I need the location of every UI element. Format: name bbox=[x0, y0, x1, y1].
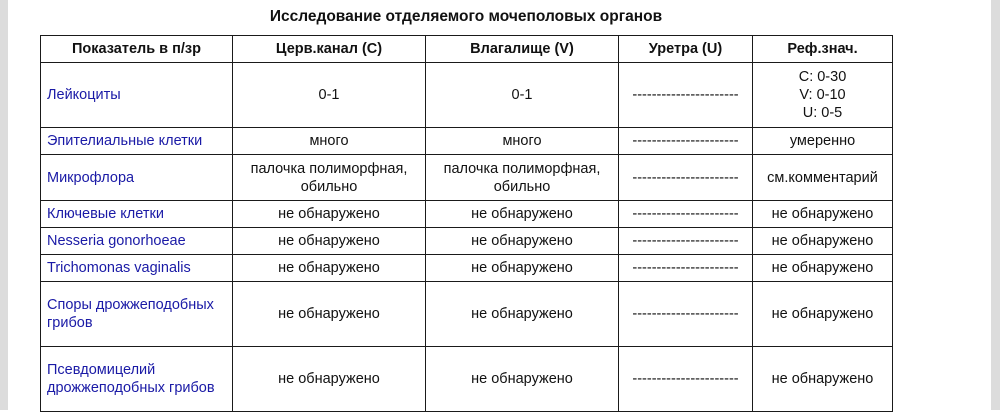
cell-vagina: не обнаружено bbox=[426, 228, 619, 255]
cell-cervical: не обнаружено bbox=[233, 282, 426, 347]
cell-vagina: не обнаружено bbox=[426, 347, 619, 412]
table-row bbox=[41, 282, 893, 347]
table-row bbox=[41, 128, 893, 155]
table-row bbox=[41, 63, 893, 128]
row-label: Эпителиальные клетки bbox=[41, 128, 233, 155]
cell-cervical: не обнаружено bbox=[233, 255, 426, 282]
table-row bbox=[41, 347, 893, 412]
table-row bbox=[41, 155, 893, 201]
table-row bbox=[41, 201, 893, 228]
cell-vagina: не обнаружено bbox=[426, 255, 619, 282]
header-vagina: Влагалище (V) bbox=[426, 36, 619, 63]
row-label: Лейкоциты bbox=[41, 63, 233, 128]
cell-cervical: не обнаружено bbox=[233, 228, 426, 255]
page-edge-right bbox=[991, 0, 1000, 410]
row-label: Псевдомицелий дрожжеподобных грибов bbox=[41, 347, 233, 412]
cell-urethra: ---------------------- bbox=[619, 255, 753, 282]
cell-cervical: не обнаружено bbox=[233, 201, 426, 228]
cell-reference: не обнаружено bbox=[753, 255, 893, 282]
row-label: Споры дрожжеподобных грибов bbox=[41, 282, 233, 347]
row-label: Микрофлора bbox=[41, 155, 233, 201]
row-label: Nesseria gonorhoeae bbox=[41, 228, 233, 255]
header-reference: Реф.знач. bbox=[753, 36, 893, 63]
cell-reference: не обнаружено bbox=[753, 228, 893, 255]
cell-reference: не обнаружено bbox=[753, 347, 893, 412]
cell-reference bbox=[753, 63, 893, 128]
page-edge-left bbox=[0, 0, 8, 410]
cell-reference: см.комментарий bbox=[753, 155, 893, 201]
reference-line: U: 0-5 bbox=[802, 105, 843, 121]
cell-urethra: ---------------------- bbox=[619, 282, 753, 347]
reference-line: C: 0-30 bbox=[798, 69, 847, 85]
cell-vagina: 0-1 bbox=[426, 63, 619, 128]
reference-line: V: 0-10 bbox=[799, 87, 846, 103]
results-table bbox=[40, 35, 893, 412]
cell-reference: не обнаружено bbox=[753, 201, 893, 228]
table-row bbox=[41, 255, 893, 282]
cell-urethra: ---------------------- bbox=[619, 201, 753, 228]
document-title: Исследование отделяемого мочеполовых органов bbox=[269, 8, 663, 25]
row-label: Trichomonas vaginalis bbox=[41, 255, 233, 282]
cell-urethra: ---------------------- bbox=[619, 63, 753, 128]
cell-cervical: 0-1 bbox=[233, 63, 426, 128]
cell-vagina: палочка полиморфная, обильно bbox=[426, 155, 619, 201]
table-row bbox=[41, 228, 893, 255]
header-urethra: Уретра (U) bbox=[619, 36, 753, 63]
table-header-row bbox=[41, 36, 893, 63]
cell-vagina: много bbox=[426, 128, 619, 155]
cell-reference: не обнаружено bbox=[753, 282, 893, 347]
cell-vagina: не обнаружено bbox=[426, 201, 619, 228]
header-cervical-canal: Церв.канал (С) bbox=[233, 36, 426, 63]
cell-urethra: ---------------------- bbox=[619, 347, 753, 412]
cell-urethra: ---------------------- bbox=[619, 155, 753, 201]
header-indicator: Показатель в п/зр bbox=[41, 36, 233, 63]
cell-vagina: не обнаружено bbox=[426, 282, 619, 347]
cell-cervical: не обнаружено bbox=[233, 347, 426, 412]
row-label: Ключевые клетки bbox=[41, 201, 233, 228]
cell-urethra: ---------------------- bbox=[619, 128, 753, 155]
cell-reference: умеренно bbox=[753, 128, 893, 155]
cell-cervical: много bbox=[233, 128, 426, 155]
cell-urethra: ---------------------- bbox=[619, 228, 753, 255]
cell-cervical: палочка полиморфная, обильно bbox=[233, 155, 426, 201]
